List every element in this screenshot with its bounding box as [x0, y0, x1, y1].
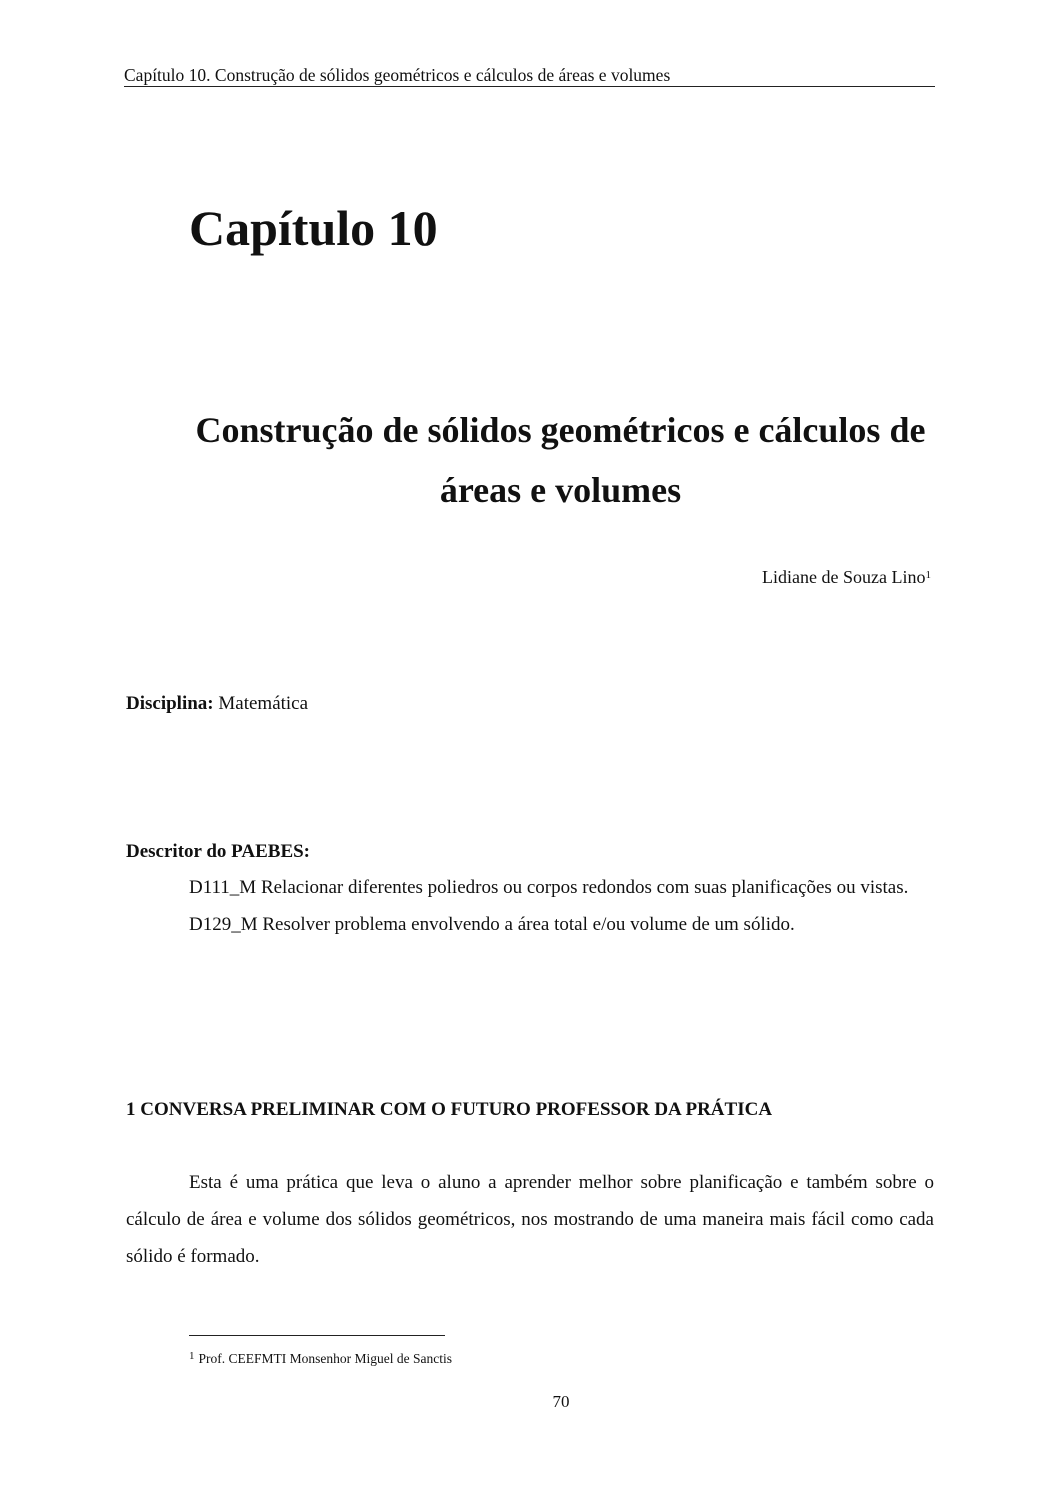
footnote-mark: 1 [189, 1350, 195, 1362]
chapter-title-line-2: áreas e volumes [439, 470, 682, 510]
section-heading: 1 CONVERSA PRELIMINAR COM O FUTURO PROFESSOR DA PRÁTICA [126, 1099, 773, 1120]
descriptor-list [126, 869, 934, 943]
author-footnote-mark: 1 [925, 569, 931, 581]
descriptor-d129: D129_M Resolver problema envolvendo a área total e/ou volume de um sólido. [189, 914, 795, 935]
author-name [762, 565, 931, 589]
discipline-line [126, 692, 308, 716]
chapter-title-line-1: Construção de sólidos geométricos e cálculos de [195, 410, 926, 450]
section-paragraph: Esta é uma prática que leva o aluno a aprender melhor sobre planificação e também sobre o cálculo de área e volume dos sólidos geométricos, nos mostrando de uma maneira mais fácil como cada sólido é formado. [126, 1172, 934, 1267]
page-number: 70 [552, 1392, 570, 1411]
descriptor-title: Descritor do PAEBES: [126, 841, 311, 862]
footnote-text: Prof. CEEFMTI Monsenhor Miguel de Sanctis [198, 1351, 452, 1366]
discipline-label: Disciplina: [126, 693, 214, 714]
footnote-rule [189, 1335, 445, 1336]
chapter-heading: Capítulo 10 [189, 200, 438, 256]
author-name-text: Lidiane de Souza Lino [762, 567, 926, 587]
header-rule [124, 86, 935, 87]
descriptor-d111: D111_M Relacionar diferentes poliedros ou corpos redondos com suas planificações ou vistas. [189, 877, 909, 898]
chapter-title [124, 400, 997, 520]
discipline-value: Matemática [213, 693, 309, 714]
footnote [189, 1350, 452, 1368]
running-header: Capítulo 10. Construção de sólidos geométricos e cálculos de áreas e volumes [124, 65, 671, 85]
